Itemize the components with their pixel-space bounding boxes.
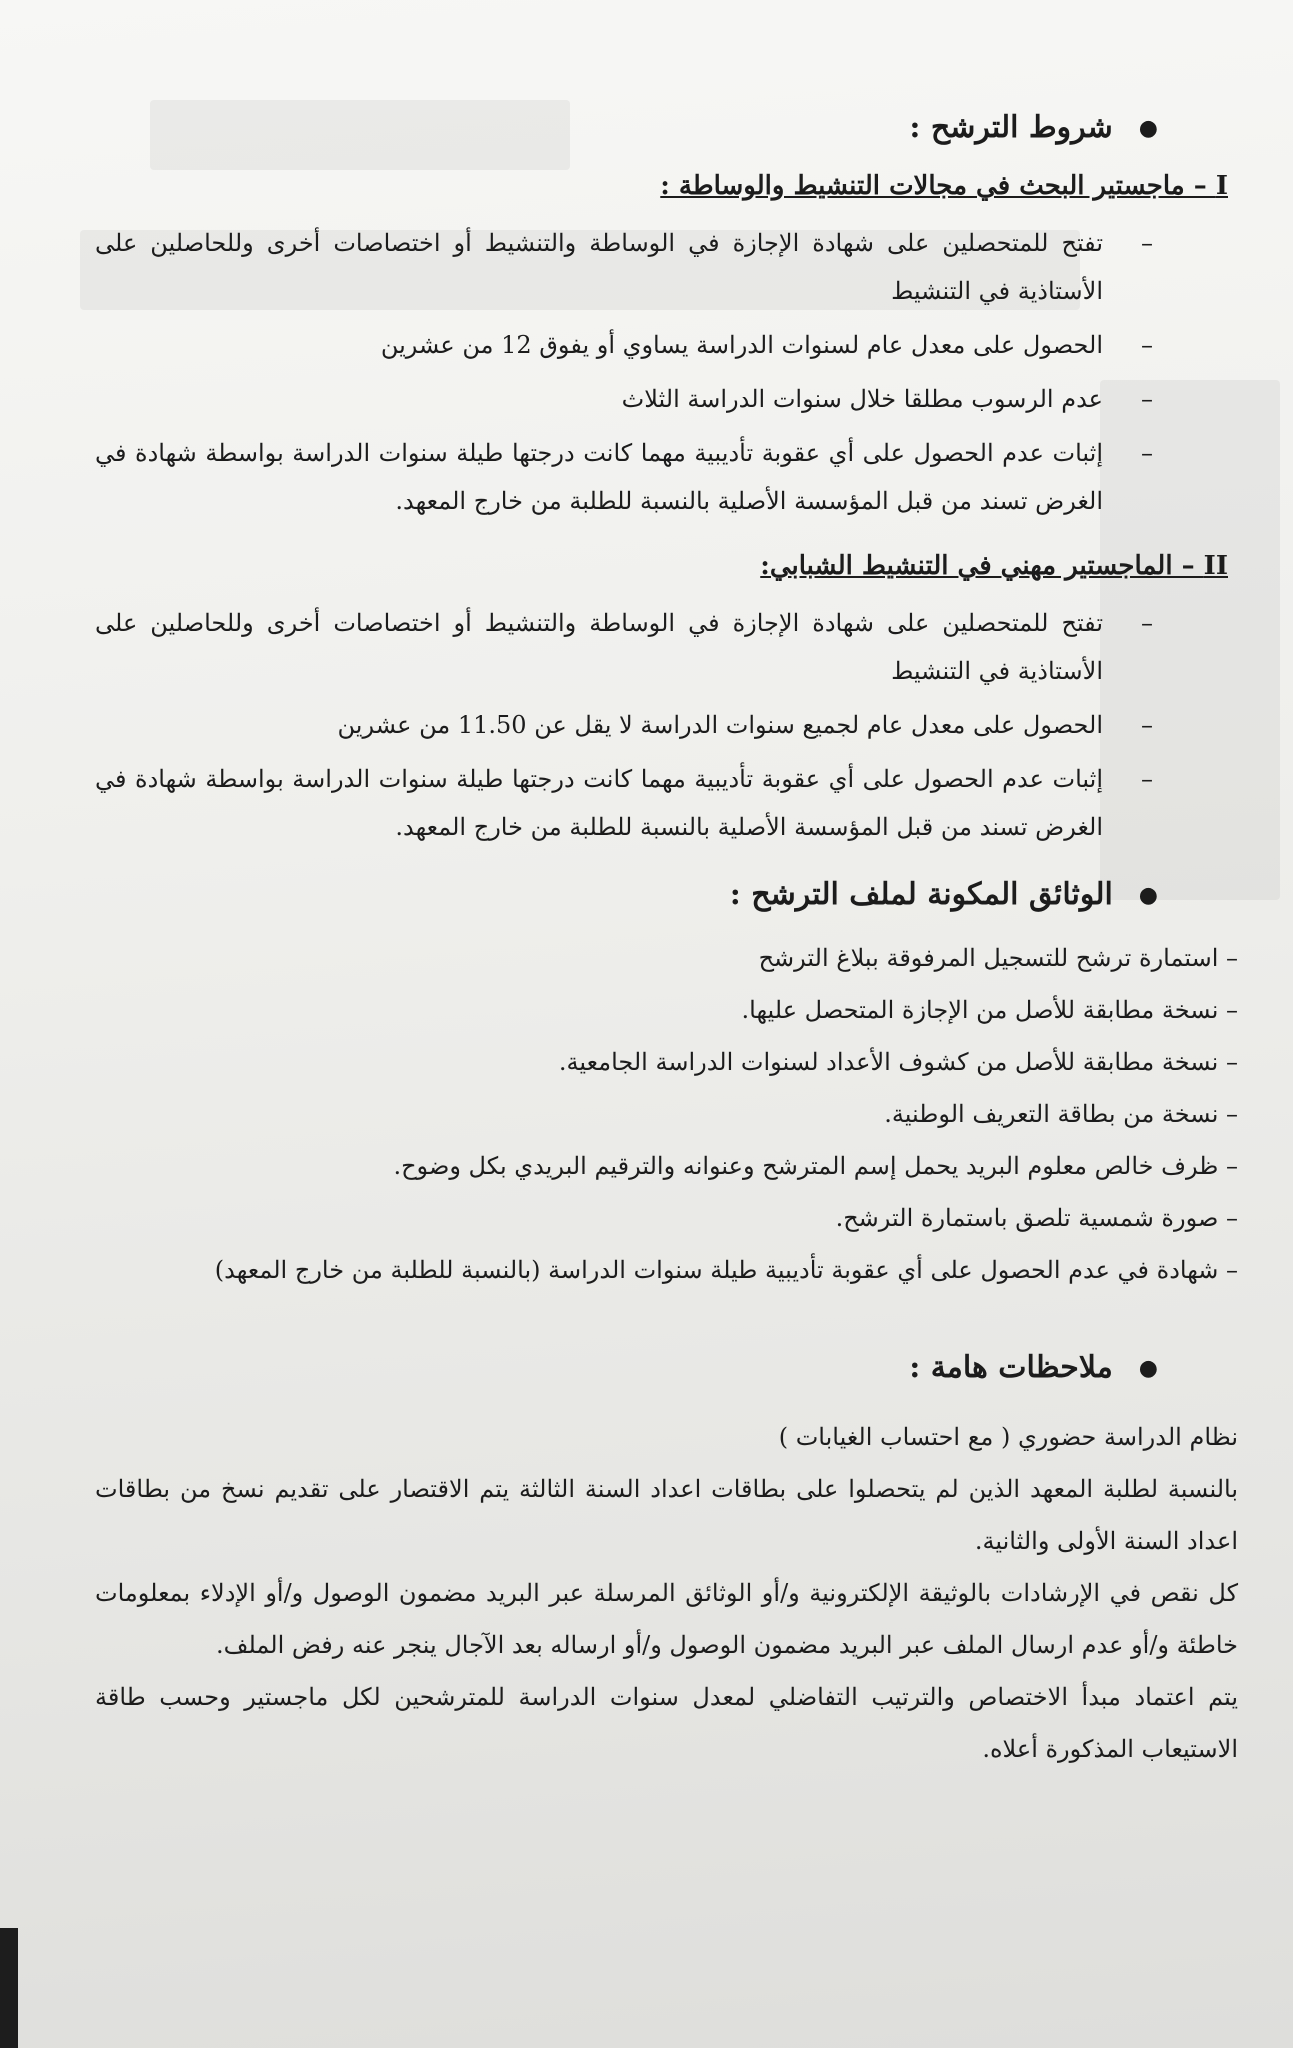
documents-list — [95, 938, 1238, 1290]
list-item: – تفتح للمتحصلين على شهادة الإجازة في الوساطة والتنشيط أو اختصاصات أخرى وللحاصلين على الأستاذية في التنشيط — [95, 599, 1103, 695]
notes-list — [95, 1411, 1238, 1775]
page-edge-shadow — [0, 1928, 18, 2048]
section-heading-conditions — [95, 110, 1238, 145]
list-item: – شهادة في عدم الحصول على أي عقوبة تأديبية طيلة سنوات الدراسة (بالنسبة للطلبة من خارج المعهد) — [214, 1256, 1238, 1284]
document-body — [95, 110, 1238, 1775]
bullet-icon: ● — [1138, 114, 1158, 141]
list-item: – عدم الرسوب مطلقا خلال سنوات الدراسة الثلاث — [95, 375, 1103, 423]
note-item: كل نقص في الإرشادات بالوثيقة الإلكترونية و/أو الوثائق المرسلة عبر البريد مضمون الوصول و/أو الإدلاء بمعلومات خاطئة و/أو عدم ارسال الملف عبر البريد مضمون الوصول و/أو ارساله بعد الآجال ينجر عنه رفض الملف. — [95, 1579, 1238, 1659]
list-item: – نسخة مطابقة للأصل من كشوف الأعداد لسنوات الدراسة الجامعية. — [558, 1048, 1238, 1076]
list-item: – إثبات عدم الحصول على أي عقوبة تأديبية مهما كانت درجتها طيلة سنوات الدراسة بواسطة شهادة في الغرض تسند من قبل المؤسسة الأصلية بالنسبة للطلبة من خارج المعهد. — [95, 429, 1103, 525]
list-item: – نسخة من بطاقة التعريف الوطنية. — [884, 1100, 1238, 1128]
section-heading-documents — [95, 877, 1238, 912]
list-item: – الحصول على معدل عام لجميع سنوات الدراسة لا يقل عن 11.50 من عشرين — [95, 701, 1103, 749]
heading-text: شروط الترشح : — [909, 110, 1113, 145]
list-item: – استمارة ترشح للتسجيل المرفوقة ببلاغ الترشح — [758, 944, 1238, 972]
conditions-list-research — [95, 219, 1238, 525]
bullet-icon: ● — [1138, 1354, 1158, 1381]
heading-text: الوثائق المكونة لملف الترشح : — [729, 877, 1113, 912]
subheading-research-master: I – ماجستير البحث في مجالات التنشيط والوساطة : — [660, 171, 1228, 201]
list-item: – الحصول على معدل عام لسنوات الدراسة يساوي أو يفوق 12 من عشرين — [95, 321, 1103, 369]
list-item: – ظرف خالص معلوم البريد يحمل إسم المترشح وعنوانه والترقيم البريدي بكل وضوح. — [393, 1152, 1238, 1180]
note-item: يتم اعتماد مبدأ الاختصاص والترتيب التفاضلي لمعدل سنوات الدراسة للمترشحين لكل ماجستير وحسب طاقة الاستيعاب المذكورة أعلاه. — [95, 1683, 1238, 1763]
note-item: بالنسبة لطلبة المعهد الذين لم يتحصلوا على بطاقات اعداد السنة الثالثة يتم الاقتصار على تقديم نسخ من بطاقات اعداد السنة الأولى والثانية. — [95, 1475, 1238, 1555]
list-item: – نسخة مطابقة للأصل من الإجازة المتحصل عليها. — [741, 996, 1238, 1024]
note-item: نظام الدراسة حضوري ( مع احتساب الغيابات ) — [778, 1423, 1238, 1451]
list-item: – تفتح للمتحصلين على شهادة الإجازة في الوساطة والتنشيط أو اختصاصات أخرى وللحاصلين على الأستاذية في التنشيط — [95, 219, 1103, 315]
subheading-professional-master: II – الماجستير مهني في التنشيط الشبابي: — [760, 551, 1228, 581]
list-item: – صورة شمسية تلصق باستمارة الترشح. — [835, 1204, 1238, 1232]
bullet-icon: ● — [1138, 881, 1158, 908]
section-heading-notes — [95, 1350, 1238, 1385]
heading-text: ملاحظات هامة : — [909, 1350, 1113, 1385]
list-item: – إثبات عدم الحصول على أي عقوبة تأديبية مهما كانت درجتها طيلة سنوات الدراسة بواسطة شهادة في الغرض تسند من قبل المؤسسة الأصلية بالنسبة للطلبة من خارج المعهد. — [95, 755, 1103, 851]
conditions-list-professional — [95, 599, 1238, 851]
